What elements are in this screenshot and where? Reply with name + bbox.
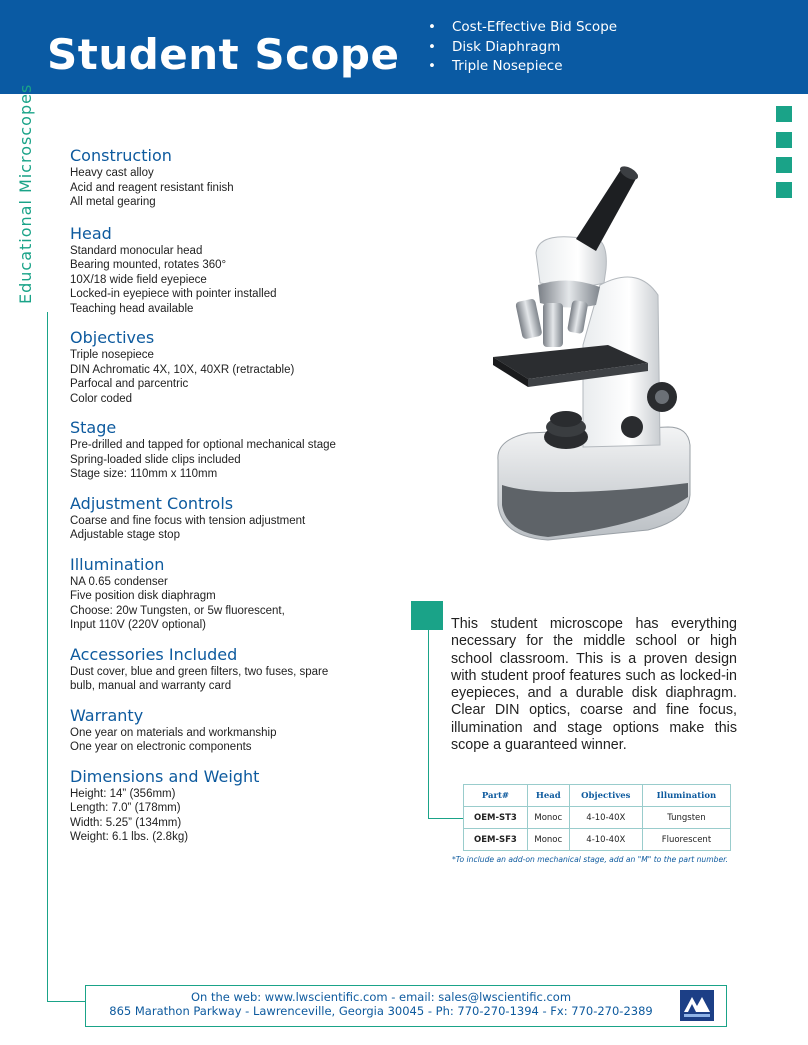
- spec-line: Input 110V (220V optional): [70, 619, 206, 631]
- spec-section-dimensions: [70, 767, 400, 845]
- spec-line: bulb, manual and warranty card: [70, 680, 232, 692]
- table-cell: Tungsten: [642, 807, 730, 829]
- microscope-image: [488, 165, 698, 550]
- column-header: Part#: [464, 785, 528, 807]
- table-cell: OEM-ST3: [464, 807, 528, 829]
- spec-line: Choose: 20w Tungsten, or 5w fluorescent,: [70, 604, 285, 617]
- footer-contact: [85, 985, 727, 1027]
- footer-web-line: On the web: www.lwscientific.com - email: sales@lwscientific.com: [190, 990, 572, 1004]
- spec-line: Heavy cast alloy: [70, 167, 154, 179]
- spec-section-warranty: [70, 706, 400, 755]
- section-heading: Illumination: [70, 554, 165, 574]
- company-logo-icon: [680, 990, 714, 1021]
- spec-line: Standard monocular head: [70, 244, 203, 257]
- table-note: *To include an add-on mechanical stage, add an "M" to the part number.: [452, 855, 728, 864]
- spec-line: DIN Achromatic 4X, 10X, 40XR (retractable): [70, 363, 295, 376]
- page-title: Student Scope: [47, 30, 400, 79]
- table-cell: Fluorescent: [642, 829, 730, 851]
- feature-bullet: • Cost-Effective Bid Scope: [428, 19, 618, 35]
- table-row: [464, 807, 731, 829]
- spec-line: Color coded: [70, 392, 133, 405]
- section-heading: Accessories Included: [70, 644, 238, 664]
- section-heading: Warranty: [70, 705, 144, 725]
- accent-box: [411, 601, 443, 630]
- table-cell: OEM-SF3: [464, 829, 528, 851]
- spec-line: Stage size: 110mm x 110mm: [70, 468, 218, 480]
- connector-line: [428, 630, 429, 818]
- section-heading: Adjustment Controls: [70, 493, 234, 513]
- section-heading: Dimensions and Weight: [70, 766, 260, 786]
- spec-line: Locked-in eyepiece with pointer installed: [70, 288, 277, 300]
- column-header: Head: [527, 785, 569, 807]
- table-cell: Monoc: [527, 829, 569, 851]
- spec-line: Length: 7.0” (178mm): [70, 802, 181, 814]
- decor-square: [776, 157, 792, 173]
- spec-line: Parfocal and parcentric: [70, 378, 189, 390]
- spec-line: NA 0.65 condenser: [70, 575, 168, 588]
- spec-list: [70, 146, 400, 845]
- spec-line: Spring-loaded slide clips included: [70, 453, 241, 466]
- feature-bullet: • Disk Diaphragm: [428, 38, 561, 55]
- side-category-title: Educational Microscopes: [16, 83, 35, 304]
- feature-bullets: [428, 18, 617, 77]
- footer-address-line: 865 Marathon Parkway - Lawrenceville, Georgia 30045 - Ph: 770-270-1394 - Fx: 770-270-2389: [109, 1004, 653, 1018]
- table-cell: Monoc: [527, 807, 569, 829]
- spec-section-objectives: [70, 328, 400, 406]
- table-cell: 4-10-40X: [569, 829, 642, 851]
- parts-table: [463, 784, 731, 851]
- spec-line: One year on materials and workmanship: [70, 726, 277, 739]
- spec-line: Acid and reagent resistant finish: [70, 181, 234, 194]
- spec-line: Triple nosepiece: [70, 349, 154, 361]
- side-rule-horizontal: [47, 1001, 85, 1002]
- spec-line: 10X/18 wide field eyepiece: [70, 273, 207, 286]
- spec-section-accessories: [70, 645, 400, 694]
- section-heading: Stage: [70, 418, 117, 437]
- connector-line: [428, 818, 463, 819]
- section-heading: Construction: [70, 146, 172, 165]
- spec-line: Dust cover, blue and green filters, two fuses, spare: [70, 665, 329, 678]
- table-header-row: [464, 785, 731, 807]
- spec-line: Teaching head available: [70, 302, 194, 315]
- column-header: Illumination: [642, 785, 730, 807]
- table-cell: 4-10-40X: [569, 807, 642, 829]
- spec-section-adjustment-controls: [70, 494, 400, 543]
- spec-line: Width: 5.25” (134mm): [70, 816, 182, 829]
- header-banner: [0, 0, 808, 94]
- feature-bullet: • Triple Nosepiece: [428, 58, 563, 74]
- decor-square: [776, 132, 792, 148]
- product-description: This student microscope has everything necessary for the middle school or high school classroom. This is a proven design with student proof features such as locked-in eyepieces, and a durable disk diaphragm. Clear DIN optics, coarse and fine focus, illumination and stage options make this scope a guaranteed winner.: [451, 616, 737, 754]
- section-heading: Head: [70, 223, 112, 243]
- spec-line: One year on electronic components: [70, 741, 252, 753]
- spec-section-head: [70, 224, 400, 317]
- spec-line: Adjustable stage stop: [70, 529, 180, 541]
- spec-line: Pre-drilled and tapped for optional mechanical stage: [70, 439, 336, 451]
- table-row: [464, 829, 731, 851]
- spec-line: Height: 14” (356mm): [70, 787, 176, 800]
- column-header: Objectives: [569, 785, 642, 807]
- spec-line: Weight: 6.1 lbs. (2.8kg): [70, 831, 189, 843]
- side-rule-vertical: [47, 312, 48, 1002]
- spec-line: All metal gearing: [70, 196, 156, 208]
- spec-section-stage: [70, 418, 400, 482]
- section-heading: Objectives: [70, 328, 155, 347]
- spec-line: Five position disk diaphragm: [70, 590, 216, 602]
- spec-section-construction: [70, 146, 400, 210]
- spec-section-illumination: [70, 555, 400, 633]
- spec-line: Bearing mounted, rotates 360°: [70, 259, 227, 271]
- decor-square: [776, 106, 792, 122]
- decor-square: [776, 182, 792, 198]
- spec-line: Coarse and fine focus with tension adjustment: [70, 514, 306, 527]
